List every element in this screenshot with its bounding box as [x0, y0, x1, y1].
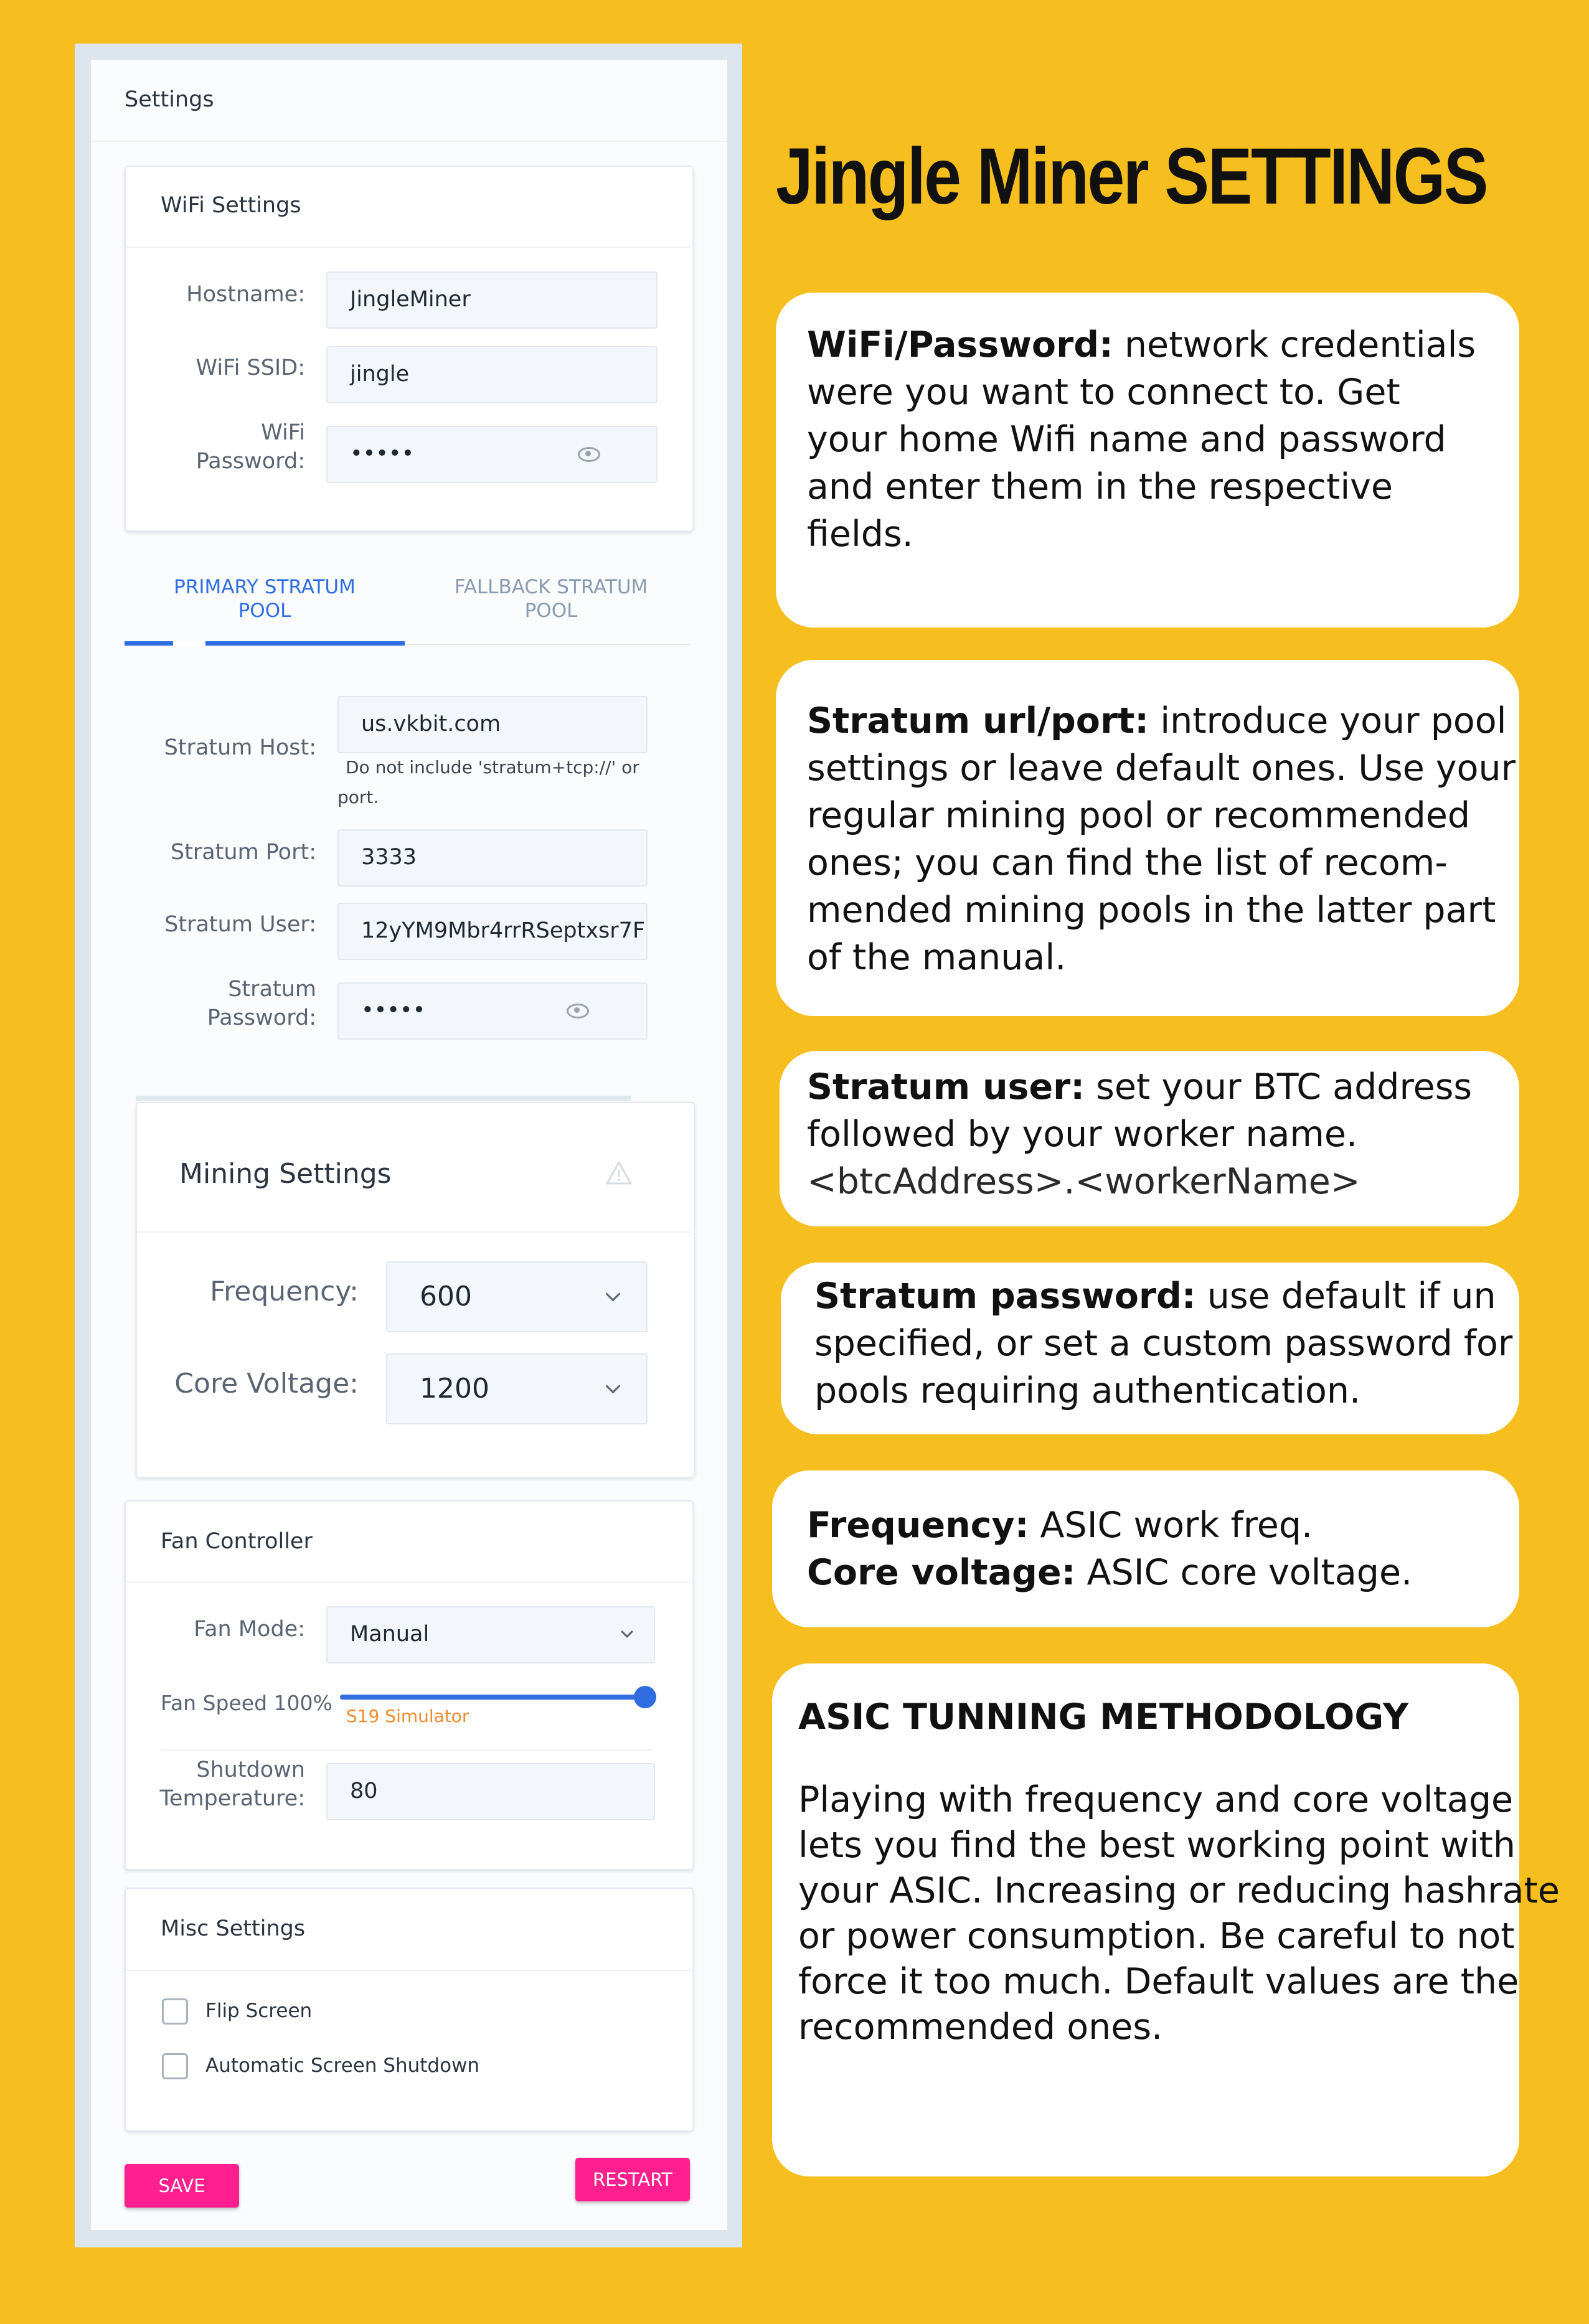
- info-bold: Stratum password:: [814, 1276, 1196, 1317]
- info-card-wifi: [776, 293, 1519, 628]
- tab-fallback-stratum-pool[interactable]: [430, 575, 672, 623]
- tab-primary-line2: POOL: [238, 600, 291, 622]
- info-line: followed by your worker name.: [807, 1114, 1358, 1155]
- stratum-port-label: Stratum Port:: [170, 840, 316, 865]
- info-line: force it too much. Default values are the: [798, 1961, 1519, 2002]
- info-bold: WiFi/Password:: [807, 324, 1113, 365]
- info-text: set your BTC address: [1085, 1066, 1473, 1108]
- warning-icon: [605, 1160, 633, 1185]
- fan-controller-title: Fan Controller: [161, 1529, 313, 1554]
- info-line: your ASIC. Increasing or reducing hashrate: [798, 1870, 1560, 1911]
- misc-settings-title: Misc Settings: [161, 1916, 306, 1941]
- active-tab-indicator: [125, 641, 405, 646]
- wifi-password-input[interactable]: •••••: [326, 426, 658, 483]
- info-line: regular mining pool or recommended: [807, 795, 1471, 836]
- wifi-ssid-label: WiFi SSID:: [196, 355, 305, 380]
- info-bold: Frequency:: [807, 1505, 1029, 1546]
- info-bold: Stratum user:: [807, 1066, 1085, 1108]
- headline: Jingle Miner SETTINGS: [776, 132, 1487, 221]
- info-line: specified, or set a custom password for: [814, 1323, 1513, 1364]
- info-card-stratum-user: [780, 1051, 1519, 1226]
- shutdown-label-line1: Shutdown: [196, 1757, 305, 1782]
- auto-screen-shutdown-checkbox[interactable]: [162, 2053, 188, 2079]
- fan-speed-slider-handle[interactable]: [634, 1686, 656, 1708]
- info-text: use default if un: [1195, 1276, 1496, 1317]
- info-line: lets you find the best working point with: [798, 1825, 1516, 1866]
- tab-primary-line1: PRIMARY STRATUM: [174, 576, 356, 598]
- info-line: fields.: [807, 514, 913, 555]
- stratum-user-input[interactable]: 12yYM9Mbr4rrRSeptxsr7F: [337, 903, 648, 960]
- stratum-port-input[interactable]: 3333: [337, 829, 648, 887]
- fan-speed-fill: [340, 1695, 645, 1700]
- info-line: [807, 1502, 1519, 1549]
- show-password-icon[interactable]: [567, 1004, 589, 1019]
- flip-screen-label: Flip Screen: [205, 2000, 313, 2022]
- info-line: [807, 1549, 1519, 1596]
- divider: [126, 247, 691, 248]
- info-text: network credentials: [1113, 324, 1476, 365]
- mining-settings-title: Mining Settings: [179, 1158, 392, 1190]
- info-bold: Core voltage:: [807, 1552, 1076, 1593]
- frequency-label: Frequency:: [210, 1276, 359, 1307]
- tab-fallback-line1: FALLBACK STRATUM: [454, 576, 648, 598]
- fan-mode-select[interactable]: Manual: [326, 1606, 655, 1663]
- core-voltage-select[interactable]: 1200: [386, 1353, 648, 1424]
- shutdown-temperature-label: [149, 1756, 305, 1813]
- info-card-stratum-password: [781, 1263, 1519, 1434]
- wifi-password-label: [149, 418, 305, 476]
- tab-indicator-gap: [173, 641, 205, 646]
- stratum-host-help-cont: port.: [337, 787, 379, 807]
- page-title: Settings: [125, 87, 214, 112]
- wifi-password-label-line2: Password:: [196, 449, 305, 474]
- stratum-password-label-line2: Password:: [207, 1005, 316, 1030]
- info-line: [814, 1273, 1519, 1320]
- stratum-password-label: [156, 975, 316, 1032]
- info-line: of the manual.: [807, 937, 1067, 978]
- divider: [137, 1231, 691, 1233]
- info-line: or power consumption. Be careful to not: [798, 1916, 1515, 1957]
- info-bold: Stratum url/port:: [807, 700, 1149, 741]
- info-line: Playing with frequency and core voltage: [798, 1779, 1514, 1820]
- info-line: ones; you can find the list of recom-: [807, 842, 1448, 883]
- wifi-ssid-input[interactable]: jingle: [326, 346, 658, 403]
- info-line: your home Wifi name and password: [807, 419, 1446, 460]
- fan-mode-label: Fan Mode:: [194, 1617, 305, 1642]
- simulator-note: S19 Simulator: [346, 1706, 469, 1726]
- info-line: [807, 697, 1519, 745]
- show-password-icon[interactable]: [578, 447, 600, 462]
- stratum-password-label-line1: Stratum: [228, 977, 316, 1002]
- info-card-frequency: [772, 1470, 1519, 1627]
- info-line: settings or leave default ones. Use your: [807, 748, 1516, 789]
- core-voltage-label: Core Voltage:: [174, 1368, 359, 1400]
- shutdown-label-line2: Temperature:: [159, 1786, 305, 1811]
- flip-screen-checkbox[interactable]: [162, 1998, 188, 2025]
- info-line: <btcAddress>.<workerName>: [807, 1161, 1360, 1202]
- info-line: [807, 1063, 1519, 1111]
- save-button[interactable]: SAVE: [125, 2164, 239, 2208]
- stratum-host-input[interactable]: us.vkbit.com: [337, 696, 648, 753]
- info-text: ASIC work freq.: [1029, 1505, 1313, 1546]
- info-line: and enter them in the respective: [807, 466, 1393, 507]
- fan-speed-track: [340, 1695, 645, 1700]
- divider: [126, 1970, 691, 1971]
- info-card-asic-tuning: [772, 1663, 1560, 2176]
- stratum-host-label: Stratum Host:: [164, 735, 316, 760]
- restart-button[interactable]: RESTART: [575, 2158, 690, 2201]
- info-text: introduce your pool: [1149, 700, 1507, 741]
- auto-screen-shutdown-label: Automatic Screen Shutdown: [205, 2054, 480, 2077]
- wifi-password-label-line1: WiFi: [261, 420, 305, 445]
- info-line: mended mining pools in the latter part: [807, 890, 1496, 931]
- frequency-select[interactable]: 600: [386, 1261, 648, 1332]
- info-text: ASIC core voltage.: [1075, 1552, 1413, 1593]
- divider: [91, 141, 727, 142]
- card-shadow-strip: [136, 1096, 631, 1101]
- divider: [126, 1581, 691, 1583]
- info-line: recommended ones.: [798, 2006, 1163, 2048]
- hostname-label: Hostname:: [186, 282, 305, 307]
- info-line: were you want to connect to. Get: [807, 372, 1400, 413]
- info-card-stratum-url: [776, 660, 1519, 1016]
- tab-primary-stratum-pool[interactable]: [143, 575, 386, 623]
- hostname-input[interactable]: JingleMiner: [326, 271, 658, 329]
- fan-speed-label: Fan Speed 100%: [161, 1691, 332, 1715]
- asic-tuning-title: ASIC TUNNING METHODOLOGY: [798, 1696, 1409, 1738]
- stratum-user-label: Stratum User:: [164, 912, 316, 937]
- divider: [161, 1749, 653, 1751]
- tab-fallback-line2: POOL: [524, 600, 578, 622]
- info-line: pools requiring authentication.: [814, 1370, 1361, 1411]
- info-line: [807, 321, 1519, 369]
- stratum-password-input[interactable]: •••••: [337, 982, 648, 1040]
- stratum-host-help: Do not include 'stratum+tcp://' or: [346, 757, 639, 778]
- wifi-settings-title: WiFi Settings: [161, 193, 301, 218]
- shutdown-temperature-input[interactable]: 80: [326, 1763, 655, 1820]
